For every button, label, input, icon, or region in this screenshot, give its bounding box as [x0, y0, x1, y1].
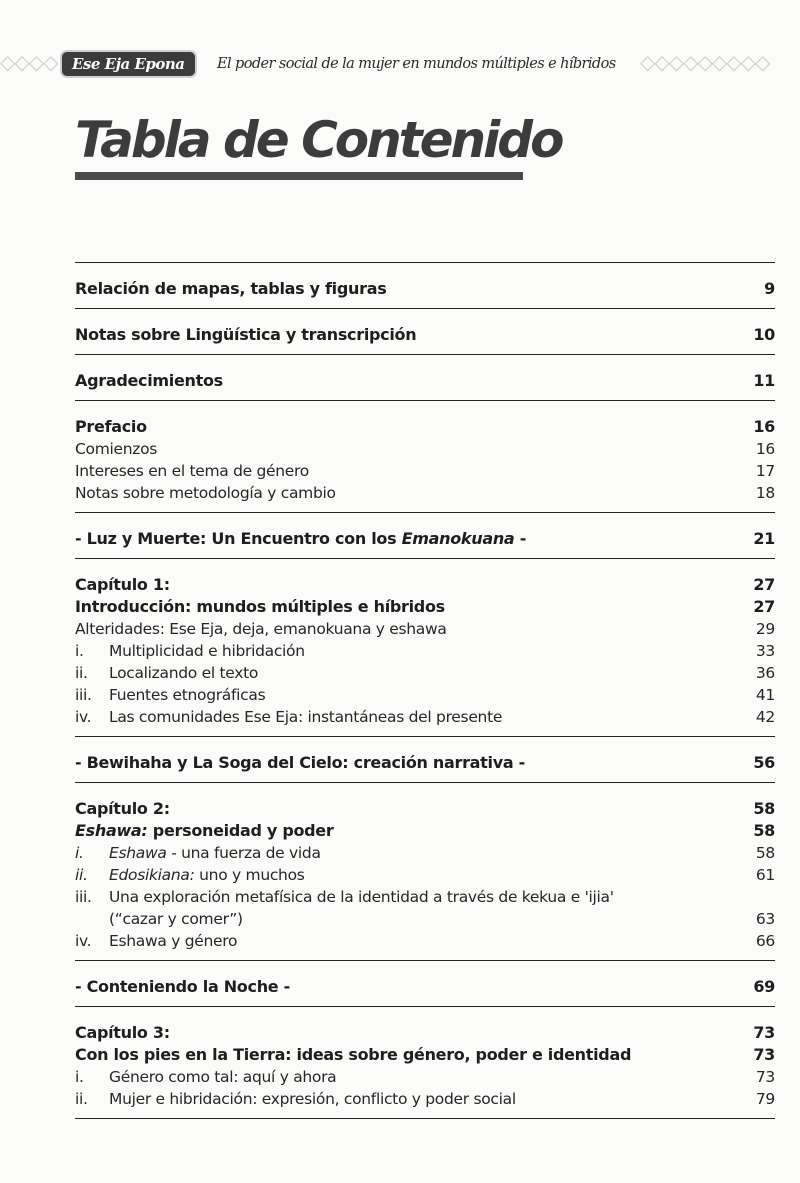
toc-subentry-page: 42 [755, 708, 775, 726]
toc-entry-page: 16 [753, 417, 775, 436]
series-subtitle: El poder social de la mujer en mundos múltiples e híbridos [217, 56, 616, 72]
toc-subentry[interactable] [75, 842, 775, 864]
toc-section-maps [75, 262, 775, 308]
toc-entry-page: 69 [753, 977, 775, 996]
toc-entry-page: 58 [753, 799, 775, 818]
toc-entry[interactable] [75, 324, 775, 346]
toc-entry-page: 73 [753, 1023, 775, 1042]
toc-subentry[interactable] [75, 482, 775, 504]
toc-entry-page: 11 [753, 371, 775, 390]
toc-entry-title: Introducción: mundos múltiples e híbridos [75, 597, 445, 616]
toc-subentry-page: 17 [755, 462, 775, 480]
toc-subentry[interactable] [75, 886, 775, 908]
roman-numeral: ii. [75, 664, 88, 682]
toc-chapter-title[interactable] [75, 1044, 775, 1066]
subentry-part: uno y muchos [194, 866, 305, 884]
page-title: Tabla de Contenido [75, 111, 562, 169]
toc-section-preface [75, 400, 775, 512]
toc-subentry-page: 41 [755, 686, 775, 704]
roman-numeral: i. [75, 844, 84, 862]
toc-subentry[interactable] [75, 706, 775, 728]
toc-chapter-label[interactable] [75, 1022, 775, 1044]
toc-entry-page: 27 [753, 575, 775, 594]
toc-entry-page: 27 [753, 597, 775, 616]
title-part: personeidad y poder [147, 821, 334, 840]
toc-subentry-title: Fuentes etnográficas [109, 686, 266, 704]
title-italic-part: Emanokuana [401, 529, 515, 548]
toc-chapter-number: Capítulo 3: [75, 1023, 170, 1042]
toc-section-chapter-2 [75, 782, 775, 960]
toc-chapter-label[interactable] [75, 798, 775, 820]
toc-subentry-page: 79 [755, 1090, 775, 1108]
toc-entry-title: Con los pies en la Tierra: ideas sobre género, poder e identidad [75, 1045, 632, 1064]
toc-subentry-page: 66 [755, 932, 775, 950]
toc-entry[interactable] [75, 278, 775, 300]
roman-numeral: iv. [75, 932, 92, 950]
toc-subentry-page: 61 [755, 866, 775, 884]
title-underline-bar [75, 172, 523, 180]
toc-subentry-title: Comienzos [75, 440, 158, 458]
toc-chapter-title[interactable] [75, 596, 775, 618]
title-italic-part: Eshawa: [75, 821, 148, 840]
toc-subentry[interactable] [75, 1066, 775, 1088]
toc-subentry-title: Las comunidades Ese Eja: instantáneas del presente [109, 708, 503, 726]
toc-subentry[interactable] [75, 684, 775, 706]
toc-subentry-title: Multiplicidad e hibridación [109, 642, 305, 660]
toc-subentry-page: 73 [755, 1068, 775, 1086]
toc-subentry-title: Género como tal: aquí y ahora [109, 1068, 337, 1086]
toc-entry-title: Agradecimientos [75, 371, 223, 390]
toc-subentry-page: 18 [755, 484, 775, 502]
toc-subentry-title: Una exploración metafísica de la identidad a través de kekua e 'ijia' [109, 888, 614, 906]
roman-numeral: ii. [75, 866, 88, 884]
toc-subentry[interactable] [75, 662, 775, 684]
toc-subentry[interactable] [75, 640, 775, 662]
toc-subentry-title: Intereses en el tema de género [75, 462, 309, 480]
toc-entry[interactable] [75, 752, 775, 774]
roman-numeral: ii. [75, 1090, 88, 1108]
roman-numeral: iii. [75, 888, 92, 906]
toc-subentry[interactable] [75, 618, 775, 640]
title-part: - [514, 529, 527, 548]
toc-subentry-page: 63 [755, 910, 775, 928]
toc-entry[interactable] [75, 976, 775, 998]
toc-chapter-number: Capítulo 1: [75, 575, 170, 594]
toc-entry[interactable] [75, 370, 775, 392]
toc-section-interlude-noche [75, 960, 775, 1006]
series-badge: Ese Eja Epona [62, 52, 195, 76]
toc-entry-title [75, 528, 526, 550]
title-part: - Luz y Muerte: Un Encuentro con los [75, 529, 402, 548]
toc-section-interlude-luz [75, 512, 775, 558]
subentry-italic-part: Eshawa [109, 844, 167, 862]
toc-subentry-page: 58 [755, 844, 775, 862]
toc-entry-title [75, 820, 333, 842]
toc-entry-title: - Bewihaha y La Soga del Cielo: creación narrativa - [75, 753, 525, 772]
toc-entry-page: 56 [753, 753, 775, 772]
toc-subentry-title: (“cazar y comer”) [109, 910, 243, 928]
toc-entry[interactable] [75, 528, 775, 550]
toc-subentry-title [109, 842, 321, 864]
toc-subentry-page: 36 [755, 664, 775, 682]
toc-entry[interactable] [75, 416, 775, 438]
toc-subentry-title [109, 864, 305, 886]
toc-chapter-title[interactable] [75, 820, 775, 842]
toc-entry-page: 10 [753, 325, 775, 344]
roman-numeral: i. [75, 642, 84, 660]
toc-chapter-label[interactable] [75, 574, 775, 596]
toc-subentry[interactable] [75, 1088, 775, 1110]
toc-subentry-page: 29 [755, 620, 775, 638]
subentry-italic-part: Edosikiana: [109, 866, 195, 884]
roman-numeral: i. [75, 1068, 84, 1086]
toc-chapter-number: Capítulo 2: [75, 799, 170, 818]
toc-subentry[interactable] [75, 460, 775, 482]
toc-subentry-title: Localizando el texto [109, 664, 259, 682]
toc-section-linguistics [75, 308, 775, 354]
toc-subentry-title: Alteridades: Ese Eja, deja, emanokuana y eshawa [75, 620, 447, 638]
toc-entry-page: 21 [753, 529, 775, 548]
toc-entry-page: 58 [753, 821, 775, 840]
toc-entry-title: - Conteniendo la Noche - [75, 977, 290, 996]
toc-subentry[interactable] [75, 930, 775, 952]
toc-entry-page: 9 [764, 279, 775, 298]
toc-subentry[interactable] [75, 438, 775, 460]
roman-numeral: iv. [75, 708, 92, 726]
toc-section-chapter-1 [75, 558, 775, 736]
toc-entry-page: 73 [753, 1045, 775, 1064]
toc-section-chapter-3 [75, 1006, 775, 1119]
toc-section-acknowledgements [75, 354, 775, 400]
toc-subentry-title: Mujer e hibridación: expresión, conflicto y poder social [109, 1090, 516, 1108]
toc-entry-title: Relación de mapas, tablas y figuras [75, 279, 387, 298]
toc-entry-title: Prefacio [75, 417, 147, 436]
toc-subentry[interactable] [75, 864, 775, 886]
toc-subentry-continuation[interactable] [75, 908, 775, 930]
toc-entry-title: Notas sobre Lingüística y transcripción [75, 325, 417, 344]
roman-numeral: iii. [75, 686, 92, 704]
decorative-ornament-right: ◇◇◇◇◇◇◇◇◇ [640, 50, 770, 74]
toc-subentry-page: 16 [755, 440, 775, 458]
toc-section-interlude-bewihaha [75, 736, 775, 782]
toc-subentry-title: Eshawa y género [109, 932, 238, 950]
subentry-part: - una fuerza de vida [166, 844, 321, 862]
toc-subentry-title: Notas sobre metodología y cambio [75, 484, 336, 502]
decorative-ornament-left: ◇◇◇◇ [0, 50, 58, 74]
toc-subentry-page: 33 [755, 642, 775, 660]
table-of-contents [75, 262, 775, 1119]
